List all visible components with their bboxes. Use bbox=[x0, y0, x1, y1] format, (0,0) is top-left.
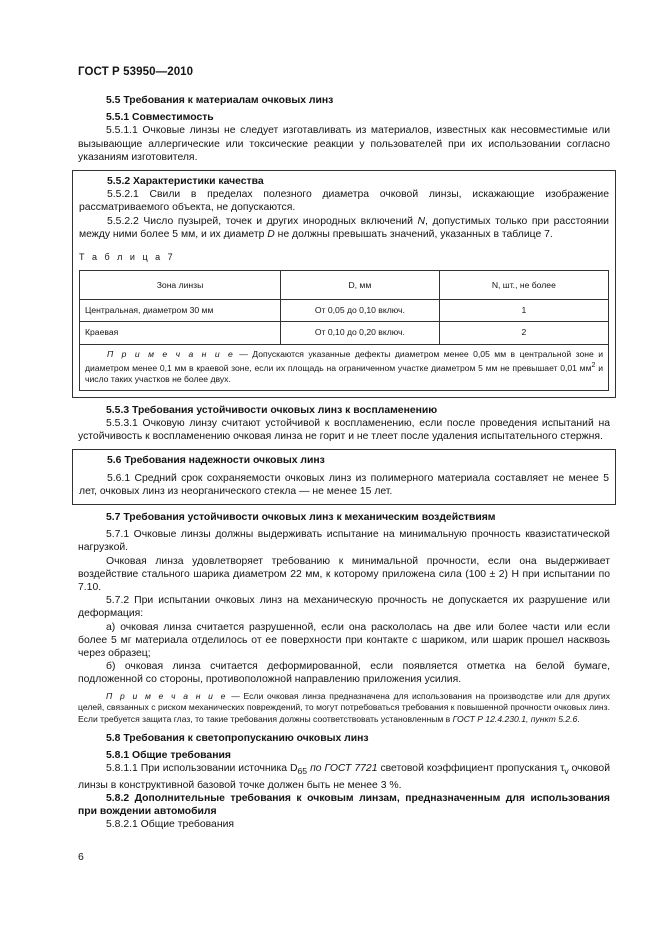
table-7 bbox=[79, 270, 609, 390]
standard-header: ГОСТ Р 53950—2010 bbox=[78, 66, 194, 78]
cell-d: От 0,10 до 0,20 включ. bbox=[281, 322, 440, 344]
section-5-5-2-heading: 5.5.2 Характеристики качества bbox=[107, 176, 264, 188]
section-5-5-1-heading: 5.5.1 Совместимость bbox=[106, 112, 214, 124]
cell-zone: Краевая bbox=[80, 322, 281, 344]
amendment-box-5-5-2 bbox=[72, 170, 616, 398]
table-row bbox=[80, 322, 609, 344]
cell-zone: Центральная, диаметром 30 мм bbox=[80, 300, 281, 322]
section-5-8-1-heading: 5.8.1 Общие требования bbox=[106, 750, 231, 762]
section-5-5-2-2: 5.5.2.2 Число пузырей, точек и других инородных включений N, допустимых только при расстоянии между ними более 5 мм, и их диаметр D не должны превышать значений, указанных в таблице 7. bbox=[79, 215, 609, 240]
section-5-7-heading: 5.7 Требования устойчивости очковых линз к механическим воздействиям bbox=[106, 511, 496, 523]
section-5-5-3-heading: 5.5.3 Требования устойчивости очковых линз к воспламенению bbox=[106, 404, 438, 416]
section-5-5-3-1: 5.5.3.1 Очковую линзу считают устойчивой к воспламенению, если после проведения испытаний на устойчивость к воспламенению очковая линза не горит и не тлеет после удаления испытательного стержня. bbox=[78, 417, 610, 443]
cell-d: От 0,05 до 0,10 включ. bbox=[281, 300, 440, 322]
header-d: D, мм bbox=[281, 271, 440, 300]
table-header-row bbox=[80, 271, 609, 300]
table-caption: Т а б л и ц а 7 bbox=[79, 252, 176, 263]
section-5-8-heading: 5.8 Требования к светопропусканию очковых линз bbox=[106, 732, 369, 744]
section-5-7-2: 5.7.2 При испытании очковых линз на механическую прочность не допускается их разрушение или деформация: bbox=[78, 595, 610, 620]
section-5-7-note: П р и м е ч а н и е — Если очковая линза предназначена для использования на производстве или для других целей, связанных с риском механических повреждений, то могут потребоваться требования к повышенной прочности очковых линз. Если требуется защита глаз, то такие требования должны соответствовать установленным в ГОСТ Р 12.4.230.1, пункт 5.2.6. bbox=[78, 690, 611, 725]
section-5-5-1-1: 5.5.1.1 Очковые линзы не следует изготавливать из материалов, известных как несовместимые или вызывающие аллергические или токсические реакции у пользователей при их использовании согласно указаниям изготовителя. bbox=[78, 125, 610, 163]
section-5-8-2-1: 5.8.2.1 Общие требования bbox=[106, 819, 234, 831]
table-note: П р и м е ч а н и е — Допускаются указанные дефекты диаметром менее 0,05 мм в центральной зоне и диаметром менее 0,1 мм в краевой зоне, если их площадь на ограниченном участке диаметром 5 мм не превышает 0,01 $мм^2$ и число таких участков не более двух. bbox=[80, 344, 609, 390]
table-row bbox=[80, 300, 609, 322]
section-5-6-1: 5.6.1 Средний срок сохраняемости очковых линз из полимерного материала составляет не менее 5 лет, очковых линз из неорганического стекла — не менее 15 лет. bbox=[79, 472, 609, 497]
header-zone: Зона линзы bbox=[80, 271, 281, 300]
header-n: N, шт., не более bbox=[439, 271, 608, 300]
section-5-8-2-heading: 5.8.2 Дополнительные требования к очковым линзам, предназначенным для использования при вождении автомобиля bbox=[78, 792, 610, 818]
section-5-7-2-b: б) очковая линза считается деформированной, если появляется отметка на белой бумаге, подложенной со стороны, противоположной направлению приложения усилия. bbox=[78, 661, 610, 686]
cell-n: 2 bbox=[439, 322, 608, 344]
document-body bbox=[78, 94, 610, 831]
section-5-7-1-para2: Очковая линза удовлетворяет требованию к минимальной прочности, если она выдерживает воздействие стального шарика диаметром 22 мм, к которому приложена сила (100 ± 2) Н при испытании по 7.10. bbox=[78, 555, 610, 593]
section-5-6-heading: 5.6 Требования надежности очковых линз bbox=[107, 455, 325, 467]
table-note-row bbox=[80, 344, 609, 390]
section-5-5-heading: 5.5 Требования к материалам очковых линз bbox=[106, 95, 334, 106]
amendment-box-5-6 bbox=[72, 449, 616, 505]
section-5-8-1-1: 5.8.1.1 При использовании источника $D_{65}$ по ГОСТ 7721 световой коэффициент пропускания $\tau_v$ очковой линзы в конструктивной базовой точке должен быть не менее 3 %. bbox=[78, 763, 611, 791]
section-5-7-2-a: а) очковая линза считается разрушенной, если она раскололась на две или более части или если более 5 мг материала отделилось от ее поверхности при контакте с шариком, или шарик прошел насквозь через образец; bbox=[78, 621, 610, 659]
cell-n: 1 bbox=[439, 300, 608, 322]
section-5-7-1: 5.7.1 Очковые линзы должны выдерживать испытание на минимальную прочность квазистатической нагрузкой. bbox=[78, 529, 610, 554]
section-5-5-2-1: 5.5.2.1 Свили в пределах полезного диаметра очковой линзы, искажающие изображение рассматриваемого объекта, не допускаются. bbox=[79, 189, 609, 214]
page-number: 6 bbox=[78, 851, 84, 863]
